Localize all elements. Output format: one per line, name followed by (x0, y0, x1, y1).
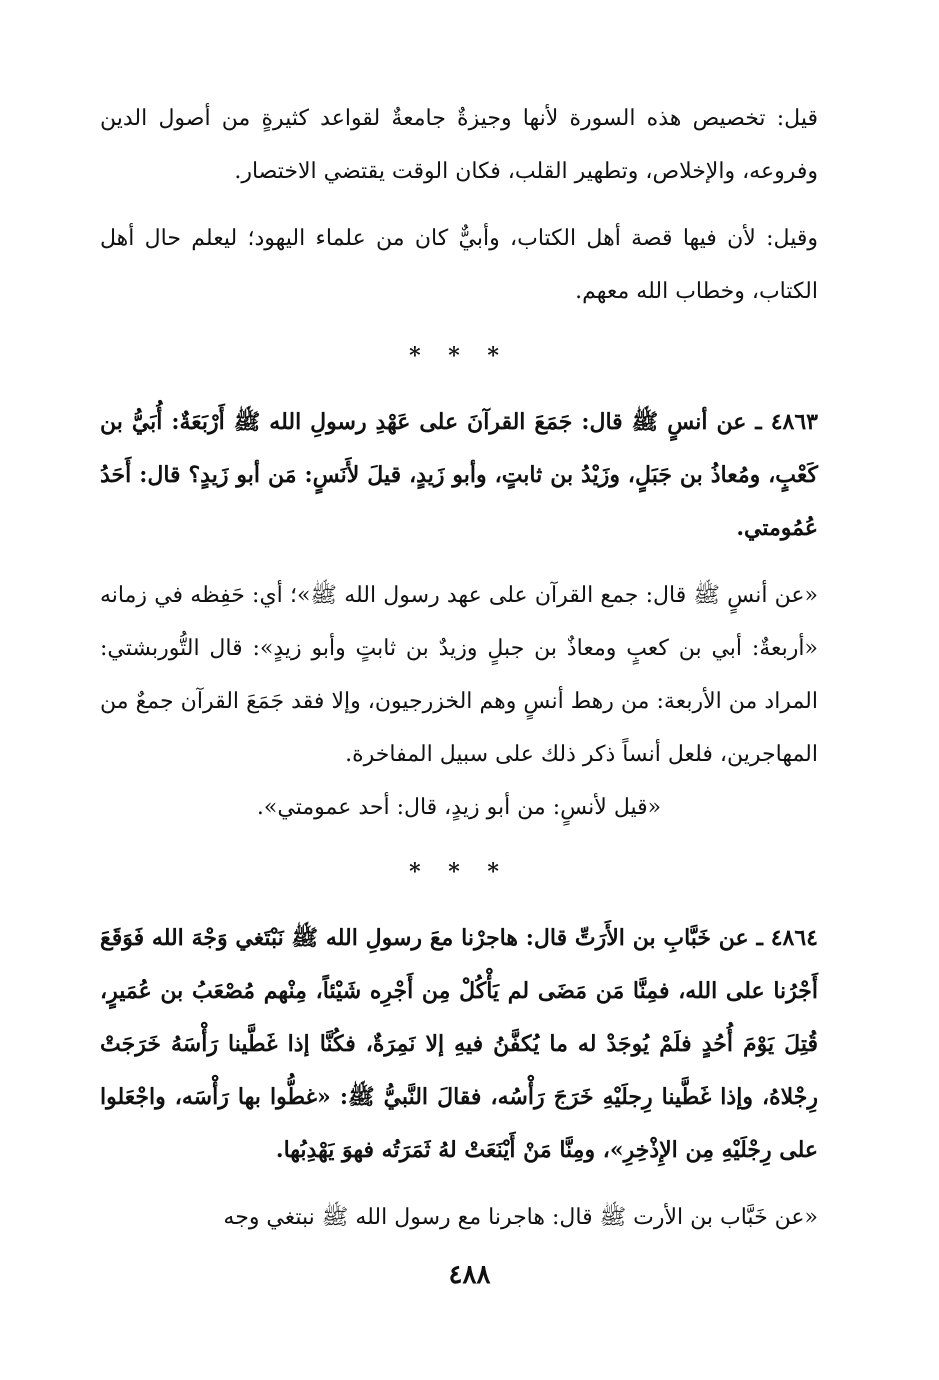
page-body (100, 92, 818, 1244)
hadith-4863: ٤٨٦٣ ـ عن أنسٍ ﷺ قال: جَمَعَ القرآنَ على عَهْدِ رسولِ الله ﷺ أَرْبَعَةٌ: أُبَيُّ بن كَعْبٍ، ومُعاذُ بن جَبَلٍ، وزَيْدُ بن ثابتٍ، وأبو زَيدٍ، قيلَ لأَنَسٍ: مَن أبو زَيدٍ؟ قال: أَحَدُ عُمُومتي. (100, 409, 818, 541)
page-number: ٤٨٨ (448, 1260, 491, 1290)
commentary-paragraph: «عن خَبَّاب بن الأرت ﷺ قال: هاجرنا مع رسول الله ﷺ نبتغي وجه (223, 1205, 818, 1230)
hadith-4864: ٤٨٦٤ ـ عن خَبَّابِ بن الأَرَتِّ قال: هاجرْنا معَ رسولِ الله ﷺ نَبْتَغي وَجْهَ الله فَوَقَعَ أَجْرُنا على الله، فمِنَّا مَن مَضَى لم يَأْكُلْ مِن أَجْرِه شَيْئاً، مِنْهم مُصْعَبُ بن عُمَيرٍ، قُتِلَ يَوْمَ أُحُدٍ فلَمْ يُوجَدْ له ما يُكفَّنُ فيهِ إلا نَمِرَةٌ، فكُنَّا إذا غَطَّينا رَأْسَهُ خَرَجَتْ رِجْلاهُ، وإذا غَطَّينا رِجلَيْهِ خَرَجَ رَأْسُه، فقالَ النَّبيُّ ﷺ: «غطُّوا بها رَأْسَه، واجْعَلوا على رِجْلَيْهِ مِن الإِذْخِرِ»، ومِنَّا مَنْ أَيْنَعَتْ لهُ ثَمَرَتُه فهوَ يَهْدِبُها. (100, 925, 818, 1163)
commentary-paragraph: قيل: تخصيص هذه السورة لأنها وجيزةٌ جامعةٌ لقواعد كثيرةٍ من أصول الدين وفروعه، والإخلاص، وتطهير القلب، فكان الوقت يقتضي الاختصار. (100, 106, 818, 184)
commentary-paragraph: «قيل لأنسٍ: من أبو زيدٍ، قال: أحد عمومتي». (256, 795, 662, 820)
commentary-paragraph: «عن أنسٍ ﷺ قال: جمع القرآن على عهد رسول الله ﷺ»؛ أي: حَفِظه في زمانه «أربعةٌ: أبي بن كعبٍ ومعاذٌ بن جبلٍ وزيدٌ بن ثابتٍ وأبو زيدٍ»: قال التُّوربشتي: المراد من الأربعة: من رهط أنسٍ وهم الخزرجيون، وإلا فقد جَمَعَ القرآن جمعٌ من المهاجرين، فلعل أنساً ذكر ذلك على سبيل المفاخرة. (100, 583, 818, 767)
section-divider: * * * (409, 343, 509, 369)
section-divider: * * * (409, 859, 509, 885)
commentary-paragraph: وقيل: لأن فيها قصة أهل الكتاب، وأبيٌّ كان من علماء اليهود؛ ليعلم حال أهل الكتاب، وخطاب الله معهم. (100, 226, 818, 304)
